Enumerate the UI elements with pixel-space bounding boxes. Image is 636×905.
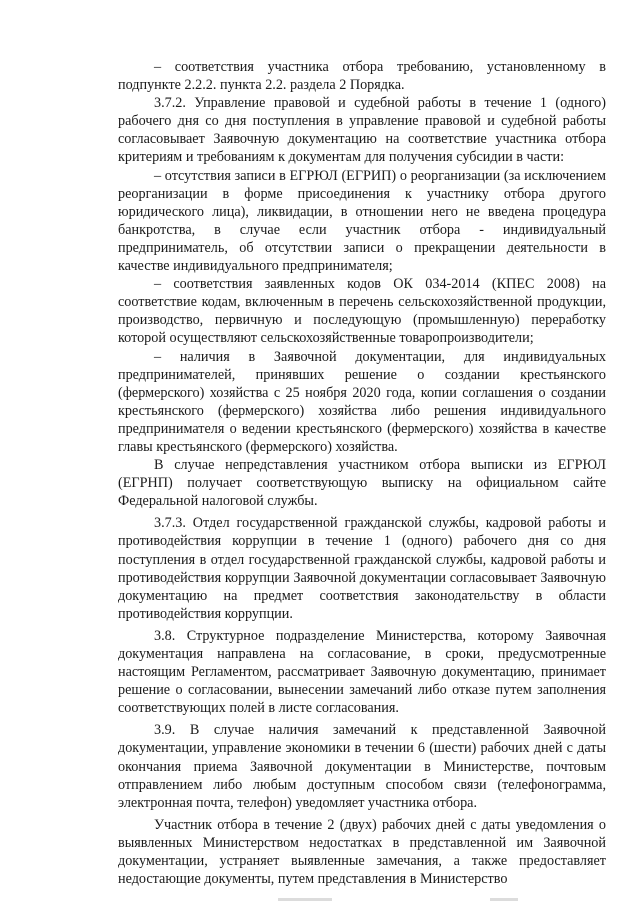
scan-artifact (278, 898, 332, 901)
paragraph-3-7-3: 3.7.3. Отдел государственной гражданской службы, кадровой работы и противодействия коррупции в течение 1 (одного) рабочего дня со дня поступления в отдел государственной гражданской службы, кадровой работы и противодействия коррупции Заявочной документации согласовывает Заявочную документацию на предмет соответствия законодательству в области противодействия коррупции. (118, 515, 606, 622)
paragraph-ok-codes: – соответствия заявленных кодов ОК 034-2014 (КПЕС 2008) на соответствие кодам, включенным в перечень сельскохозяйственной продукции, производство, первичную и последующую (промышленную) переработку которой осуществляют сельскохозяйственные товаропроизводители; (118, 276, 606, 347)
paragraph-3-8: 3.8. Структурное подразделение Министерства, которому Заявочная документация направлена на согласование, в сроки, предусмотренные настоящим Регламентом, рассматривает Заявочную документацию, принимает решение о согласовании, вынесении замечаний либо отказе путем заполнения соответствующих полей в листе согласования. (118, 627, 606, 717)
scan-artifact (490, 898, 518, 901)
paragraph-requirement-2-2-2: – соответствия участника отбора требованию, установленному в подпункте 2.2.2. пункта 2.2. раздела 2 Порядка. (118, 59, 606, 94)
document-body (118, 58, 606, 888)
paragraph-3-9: 3.9. В случае наличия замечаний к представленной Заявочной документации, управление экономики в течении 6 (шести) рабочих дней с даты окончания приема Заявочной документации в Министерстве, почтовым отправлением либо любым доступным способом связи (телефонограмма, электронная почта, телефон) уведомляет участника отбора. (118, 722, 606, 811)
paragraph-egrul-extract: В случае непредставления участником отбора выписки из ЕГРЮЛ (ЕГРНП) получает соответствующую выписку на официальном сайте Федеральной налоговой службы. (118, 457, 606, 510)
paragraph-egrul-reorganization: – отсутствия записи в ЕГРЮЛ (ЕГРИП) о реорганизации (за исключением реорганизации в форме присоединения к участнику отбора другого юридического лица), ликвидации, в отношении него не введена процедура банкротства, в случае если участник отбора - индивидуальный предприниматель, об отсутствии записи о прекращении деятельности в качестве индивидуального предпринимателя; (118, 167, 606, 275)
paragraph-participant-response: Участник отбора в течение 2 (двух) рабочих дней с даты уведомления о выявленных Министерством недостатках в представленной им Заявочной документации, устраняет выявленные замечания, а также предоставляет недостающие документы, путем представления в Министерство (118, 816, 606, 888)
paragraph-farm-agreement: – наличия в Заявочной документации, для индивидуальных предпринимателей, принявших решение о создании крестьянского (фермерского) хозяйства с 25 ноября 2020 года, копии соглашения о создании крестьянского (фермерского) хозяйства либо решения индивидуального предпринимателя о ведении крестьянского (фермерского) хозяйства в качестве главы крестьянского (фермерского) хозяйства. (118, 348, 606, 455)
paragraph-3-7-2: 3.7.2. Управление правовой и судебной работы в течение 1 (одного) рабочего дня со дня поступления в управление правовой и судебной работы согласовывает Заявочную документацию на соответствие участника отбора критериям и требованиям к документам для получения субсидии в части: (118, 95, 606, 166)
